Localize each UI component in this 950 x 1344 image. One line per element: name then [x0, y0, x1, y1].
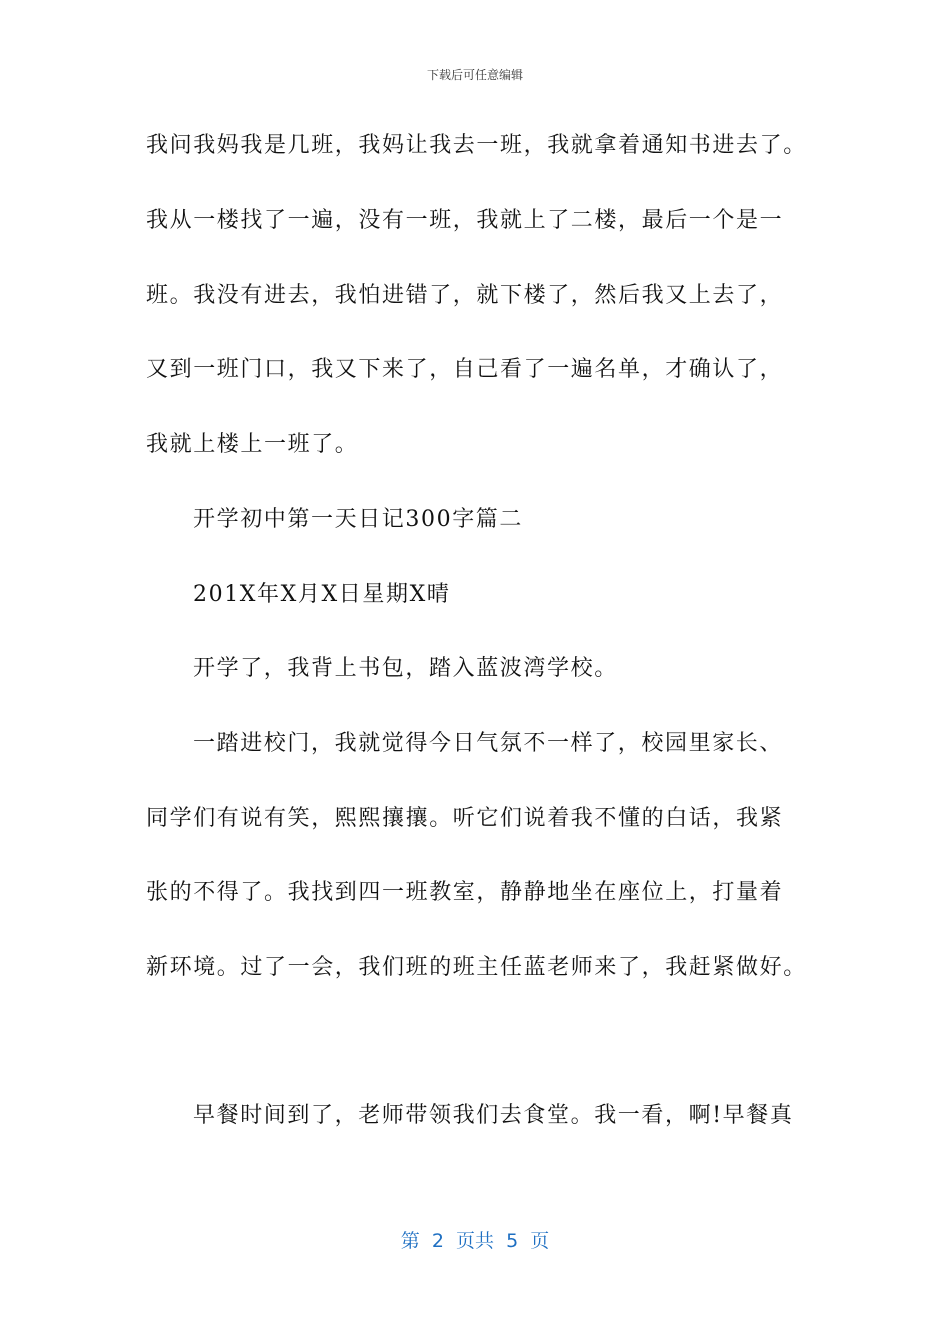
- diary-date-line: 201X年X月X日星期X晴: [193, 582, 451, 607]
- text-line-13: 早餐时间到了，老师带领我们去食堂。我一看，啊!早餐真: [193, 1103, 794, 1128]
- text-line-8: 开学了，我背上书包，踏入蓝波湾学校。: [193, 656, 618, 681]
- text-line-5: 我就上楼上一班了。: [146, 432, 359, 457]
- text-line-9: 一踏进校门，我就觉得今日气氛不一样了，校园里家长、: [193, 731, 784, 756]
- text-line-12: 新环境。过了一会，我们班的班主任蓝老师来了，我赶紧做好。: [146, 955, 807, 980]
- text-line-10: 同学们有说有笑，熙熙攘攘。听它们说着我不懂的白话，我紧: [146, 806, 784, 831]
- text-line-2: 我从一楼找了一遍，没有一班，我就上了二楼，最后一个是一: [146, 208, 784, 233]
- page-number-footer: 第 2 页共 5 页: [400, 1230, 550, 1252]
- text-line-3: 班。我没有进去，我怕进错了，就下楼了，然后我又上去了，: [146, 283, 784, 308]
- page-header-note: 下载后可任意编辑: [426, 68, 523, 82]
- text-line-4: 又到一班门口，我又下来了，自己看了一遍名单，才确认了，: [146, 357, 784, 382]
- text-line-1: 我问我妈我是几班，我妈让我去一班，我就拿着通知书进去了。: [146, 133, 807, 158]
- text-line-11: 张的不得了。我找到四一班教室，静静地坐在座位上，打量着: [146, 880, 784, 905]
- section-heading: 开学初中第一天日记300字篇二: [193, 507, 523, 532]
